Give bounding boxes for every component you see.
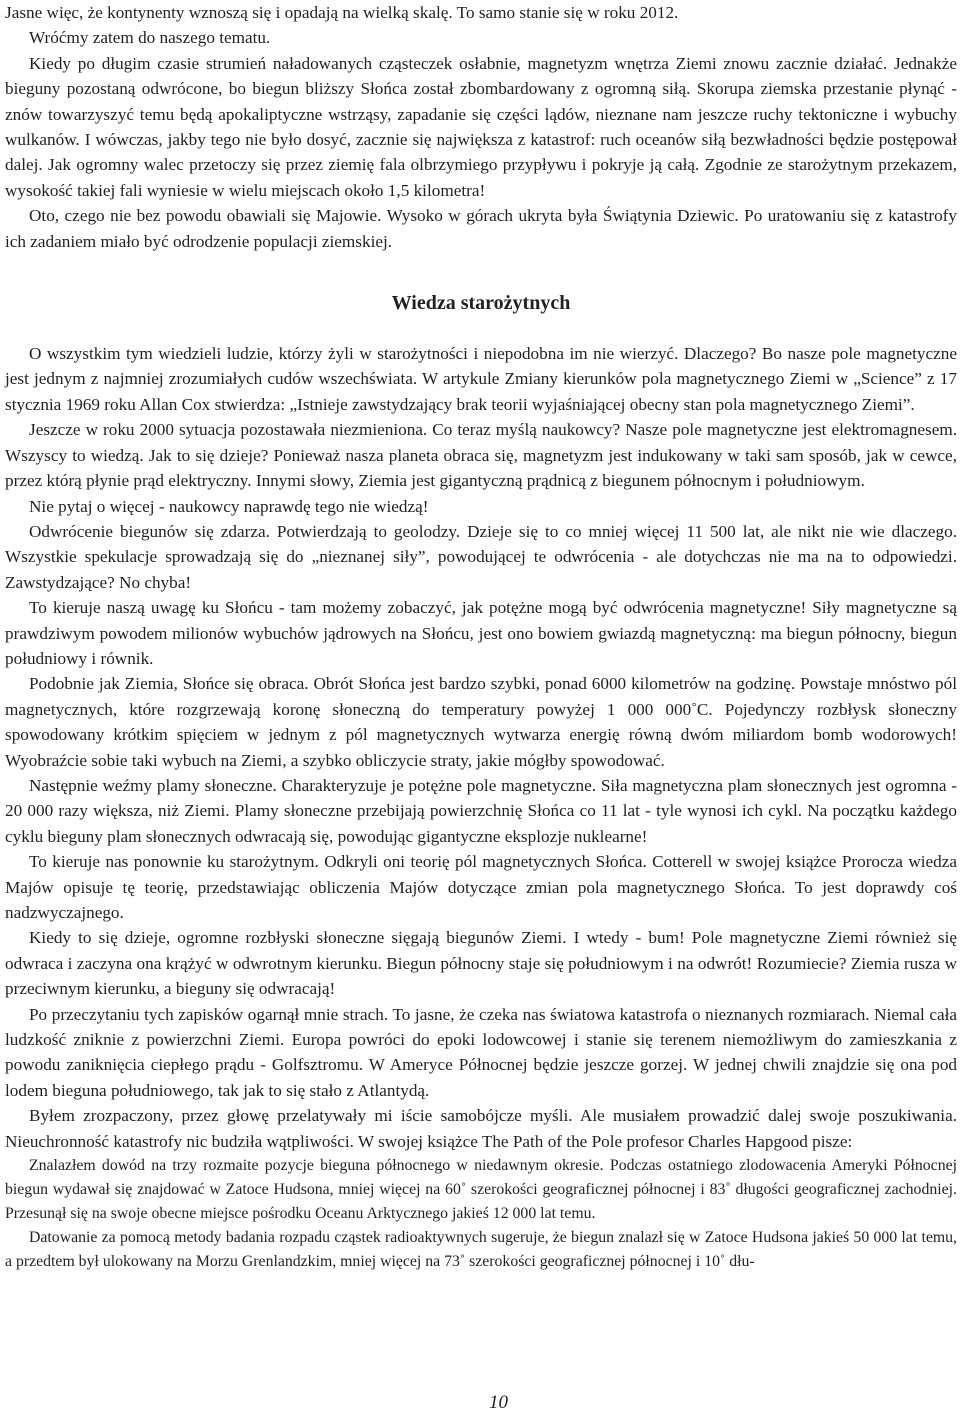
page-number: 10	[489, 1392, 508, 1413]
paragraph: Po przeczytaniu tych zapisków ogarnął mnie strach. To jasne, że czeka nas światowa katastrofa o nieznanych rozmiarach. Niemal cała ludzkość zniknie z powierzchni Ziemi. Europa powróci do epoki lodowcowej i stanie się terenem niemożliwym do zamieszkania z powodu zaniknięcia ciepłego prądu - Golfsztromu. W Ameryce Północnej będzie jeszcze gorzej. W jednej chwili znajdzie się ona pod lodem bieguna południowego, tak jak to się stało z Atlantydą.	[5, 1004, 957, 1100]
paragraph: To kieruje naszą uwagę ku Słońcu - tam możemy zobaczyć, jak potężne mogą być odwrócenia magnetyczne! Siły magnetyczne są prawdziwym powodem milionów wybuchów jądrowych na Słońcu, jest ono bowiem gwiazdą magnetyczną: ma biegun północny, biegun południowy i równik.	[5, 598, 957, 668]
paragraph: Nie pytaj o więcej - naukowcy naprawdę tego nie wiedzą!	[29, 496, 429, 516]
paragraph: Kiedy to się dzieje, ogromne rozbłyski słoneczne sięgają biegunów Ziemi. I wtedy - bum! Pole magnetyczne Ziemi również się odwraca i zaczyna ona krążyć w odwrotnym kierunku. Biegun północny staje się południowym i na odwrót! Rozumiecie? Ziemia rusza w przeciwnym kierunku, a bieguny się odwracają!	[5, 928, 957, 999]
section-heading: Wiedza starożytnych	[391, 292, 571, 315]
document-page	[5, 0, 957, 1416]
block-quote	[5, 1154, 957, 1274]
paragraph: Byłem zrozpaczony, przez głowę przelatywały mi iście samobójcze myśli. Ale musiałem prowadzić dalej swoje poszukiwania. Nieuchronność katastrofy nic budziła wątpliwości. W swojej książce The Path of the Pole profesor Charles Hapgood pisze:	[5, 1106, 957, 1151]
paragraph: Wróćmy zatem do naszego tematu.	[29, 28, 271, 48]
paragraph: Jasne więc, że kontynenty wznoszą się i opadają na wielką skalę. To samo stanie się w roku 2012.	[5, 3, 679, 22]
intro-text	[5, 0, 957, 254]
paragraph: Kiedy po długim czasie strumień naładowanych cząsteczek osłabnie, magnetyzm wnętrza Ziemi znowu zacznie działać. Jednakże bieguny pozostaną odwrócone, bo biegun bliższy Słońca został zbombardowany z ogromną siłą. Skorupa ziemska przestanie płynąć - znów towarzyszyć temu będą apokaliptyczne wstrząsy, zapadanie się części lądów, nieznane nam jeszcze ruchy tektoniczne i wybuchy wulkanów. I wówczas, jakby tego nie było dosyć, zacznie się największa z katastrof: ruch oceanów siłą bezwładności będzie postępował dalej. Jak ogromny walec przetoczy się przez ziemię fala olbrzymiego przypływu i pokryje ją całą. Zgodnie ze starożytnym przekazem, wysokość takiej fali wyniesie w wielu miejscach około 1,5 kilometra!	[5, 53, 957, 200]
body-text	[5, 341, 957, 1154]
paragraph: To kieruje nas ponownie ku starożytnym. Odkryli oni teorię pól magnetycznych Słońca. Cotterell w swojej książce Prorocza wiedza Majów opisuje tę teorię, przedstawiając obliczenia Majów dotyczące zmian pola magnetycznego Słońca. To jest doprawdy coś nadzwyczajnego.	[5, 852, 957, 922]
quote-paragraph: Datowanie za pomocą metody badania rozpadu cząstek radioaktywnych sugeruje, że biegun znalazł się w Zatoce Hudsona jakieś 50 000 lat temu, a przedtem był ulokowany na Morzu Grenlandzkim, mniej więcej na 73˚ szerokości geograficznej północnej i 10˚ dłu-	[5, 1229, 957, 1271]
paragraph: Oto, czego nie bez powodu obawiali się Majowie. Wysoko w górach ukryta była Świątynia Dziewic. Po uratowaniu się z katastrofy ich zadaniem miało być odrodzenie populacji ziemskiej.	[5, 206, 957, 251]
quote-paragraph: Znalazłem dowód na trzy rozmaite pozycje bieguna północnego w niedawnym okresie. Podczas ostatniego zlodowacenia Ameryki Północnej biegun wydawał się znajdować w Zatoce Hudsona, mniej więcej na 60˚ szerokości geograficznej północnej i 83˚ długości geograficznej zachodniej. Przesunął się na swoje obecne miejsce pośrodku Oceanu Arktycznego jakieś 12 000 lat temu.	[5, 1157, 957, 1223]
paragraph: Następnie weźmy plamy słoneczne. Charakteryzuje je potężne pole magnetyczne. Siła magnetyczna plam słonecznych jest ogromna - 20 000 razy większa, niż Ziemi. Plamy słoneczne przebijają powierzchnię Słońca co 11 lat - tyle wynosi ich cykl. Na początku każdego cyklu bieguny plam słonecznych odwracają się, powodując gigantyczne eksplozje nuklearne!	[5, 775, 957, 846]
paragraph: O wszystkim tym wiedzieli ludzie, którzy żyli w starożytności i niepodobna im nie wierzyć. Dlaczego? Bo nasze pole magnetyczne jest jednym z najmniej zrozumiałych cudów wszechświata. W artykule Zmiany kierunków pola magnetycznego Ziemi w „Science” z 17 stycznia 1969 roku Allan Cox stwierdza: „Istnieje zawstydzający brak teorii wyjaśniającej obecny stan pola magnetycznego Ziemi”.	[5, 344, 957, 414]
paragraph: Odwrócenie biegunów się zdarza. Potwierdzają to geolodzy. Dzieje się to co mniej więcej 11 500 lat, ale nikt nie wie dlaczego. Wszystkie spekulacje sprowadzają się do „nieznanej siły”, powodującej te odwrócenia - ale dotychczas nie ma na to odpowiedzi. Zawstydzające? No chyba!	[5, 521, 957, 592]
paragraph: Podobnie jak Ziemia, Słońce się obraca. Obrót Słońca jest bardzo szybki, ponad 6000 kilometrów na godzinę. Powstaje mnóstwo pól magnetycznych, które rozgrzewają koronę słoneczną do temperatury powyżej 1 000 000˚C. Pojedynczy rozbłysk słoneczny spowodowany krótkim spięciem w jednym z pól magnetycznych wytwarza energię równą dwóm miliardom bomb wodorowych! Wyobraźcie sobie taki wybuch na Ziemi, a szybko obliczycie straty, jakie mógłby spowodować.	[5, 674, 957, 770]
paragraph: Jeszcze w roku 2000 sytuacja pozostawała niezmieniona. Co teraz myślą naukowcy? Nasze pole magnetyczne jest elektromagnesem. Wszyscy to wiedzą. Jak to się dzieje? Ponieważ nasza planeta obraca się, magnetyzm jest indukowany w taki sam sposób, jak w cewce, przez którą płynie prąd elektryczny. Innymi słowy, Ziemia jest gigantyczną prądnicą z biegunem północnym i południowym.	[5, 420, 957, 491]
